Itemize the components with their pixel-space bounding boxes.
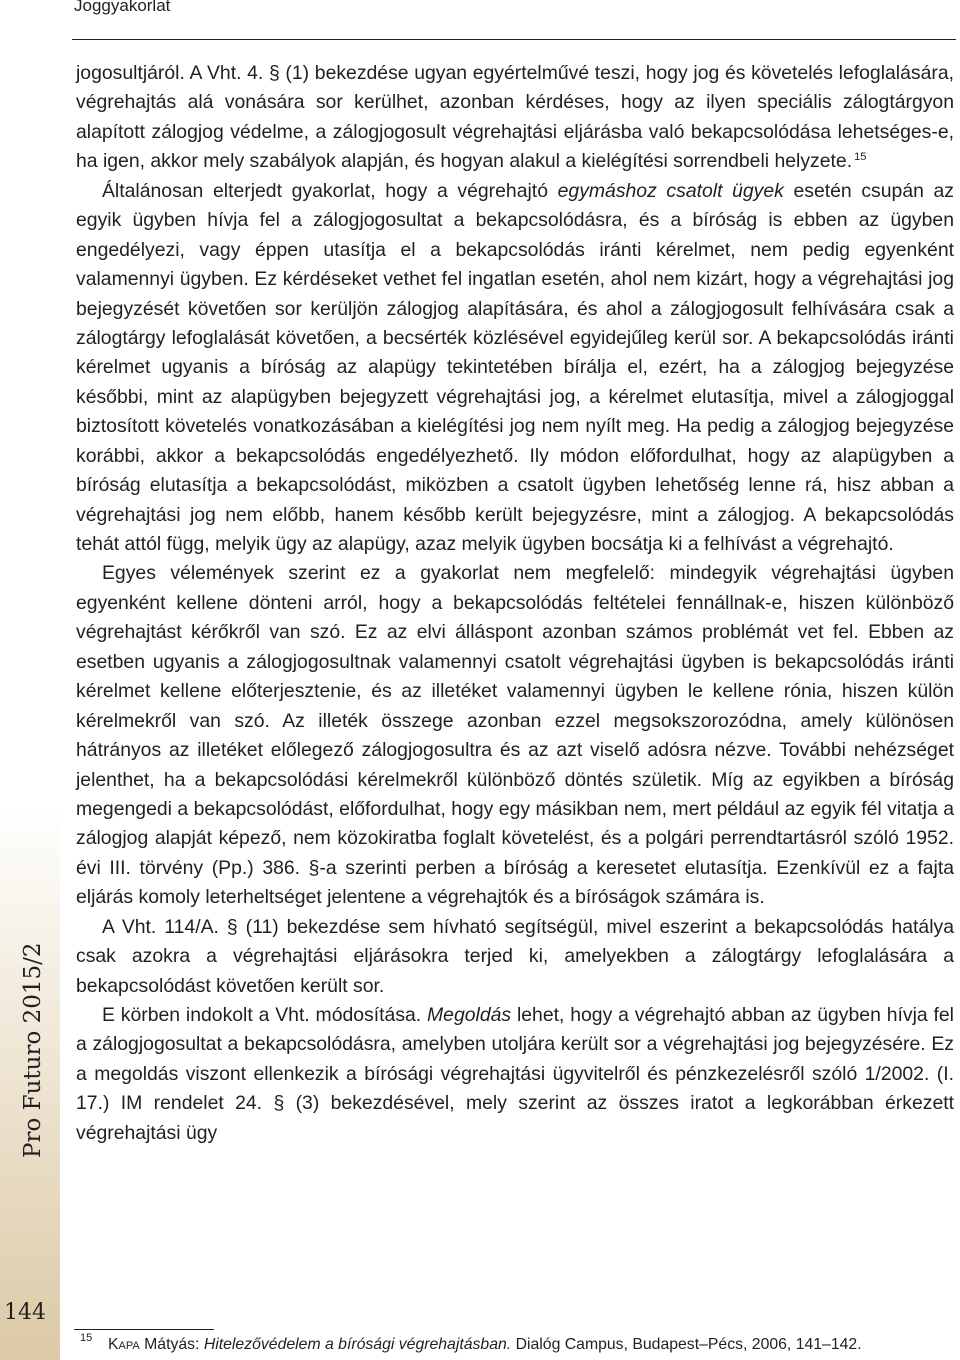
- header-rule: [72, 39, 956, 40]
- paragraph-3: Egyes vélemények szerint ez a gyakorlat nem megfelelő: mindegyik végrehajtási ügyben egyenként kellene dönteni arról, hogy a bekapcsolódás feltételei fennállnak-e, hiszen különböző végrehajtást kérőkről van szó. Ez az elvi álláspont azonban számos problémát vet fel. Ebben az esetben ugyanis a zálogjogosultnak valamennyi csatolt végrehajtási ügyben is bekapcsolódás iránti kérelmet kellene előterjesztenie, és az illetéket valamennyi ügyben le kellene rónia, hiszen külön kérelmekről van szó. Az illeték összege azonban ezzel megsokszorozódna, amely különösen hátrányos az illetéket előlegező zálogjogosultra és az azt viselő adósra nézve. További nehézséget jelenthet, ha a bekapcsolódási kérelmekről különböző döntés születik. Míg az egyikben a bíróság megengedi a bekapcsolódást, előfordulhat, hogy egy másikban nem, mert például az egyik fél vitatja a zálogjog alapját képező, nem közokiratba foglalt követelést, és a polgári perrendtartásról szóló 1952. évi III. törvény (Pp.) 386. §-a szerinti perben a bíróság a keresetet elutasítja. Ezenkívül ez a fajta eljárás komoly leterheltséget jelentene a végrehajtók és a bíróságok számára is.: [76, 562, 954, 909]
- paragraph-4: A Vht. 114/A. § (11) bekezdése sem hívható segítségül, mivel eszerint a bekapcsolódás hatálya csak azokra a végrehajtási eljárásokra terjed ki, amelyekben a zálogtárgy lefoglalására a bekapcsolódást követően került sor.: [76, 915, 954, 997]
- journal-title: Pro Futuro 2015/2: [20, 942, 46, 1158]
- footnote-rule: [74, 1329, 214, 1330]
- page-number: 144: [4, 1300, 46, 1325]
- paragraph-2: Általánosan elterjedt gyakorlat, hogy a végrehajtó egymáshoz csatolt ügyek esetén csupán az egyik ügyben hívja fel a zálogjogosultat a bekapcsolódásra, és a bíróság is ebben az ügyben engedélyezi, vagy éppen utasítja el a bekapcsolódás iránti kérelmet, nem pedig egyenként valamennyi ügyben. Ez kérdéseket vethet fel ingatlan esetén, ahol nem kizárt, hogy a végrehajtási jog bejegyzését követően sor kerüljön zálogjog alapítására, és ahol a zálogjogosult felhívására csak a zálogtárgy lefoglalását követően, a becsérték közlésével egyidejűleg kerül sor. A bekapcsolódás iránti kérelmet ugyanis a bíróság az alapügy tekintetében bírálja el, ezért, ha a zálogjog bejegyzése későbbi, mint az alapügyben bejegyzett végrehajtási jog, a kérelmet elutasítja, mivel a zálogjoggal biztosított követelés vonatkozásában a kielégítési jog nem nyílt meg. Ha pedig a zálogjog bejegyzése korábbi, akkor a bekapcsolódás engedélyezhető. Ily módon előfordulhat, hogy az alapügyben a bíróság elutasítja a bekapcsolódást, miközben a csatolt ügyben lehetőség lenne rá, hisz abban a végrehajtási jog nem előbb, hanem később került bejegyzésre, mint a zálogjog. A bekapcsolódás tehát attól függ, melyik ügy az alapügy, azaz melyik ügyben bocsátja ki a felhívást a végrehajtó.: [76, 179, 955, 555]
- section-sign: §: [308, 856, 320, 879]
- footnote-number: 15: [80, 1332, 93, 1344]
- emphasis: Megoldás: [427, 1004, 512, 1026]
- paragraph-1: jogosultjáról. A Vht. 4. § (1) bekezdése ugyan egyértelművé teszi, hogy jog és követelés lefoglalására, végrehajtás alá vonására sor kerülhet, azonban kérdéses, hogy az ilyen speciális zálogtárgyon alapított zálogjog védelme, a zálogjogosult végrehajtási eljárásba való bekapcsolódása lehetséges-e, ha igen, akkor mely szabályok alapján, és hogyan alakul a kielégítési sorrendbeli helyzete. $^{15}$: [76, 62, 955, 173]
- body-text: [76, 59, 954, 1148]
- section-sign: §: [226, 915, 238, 938]
- footnote-text: Kapa Mátyás: Hitelezővédelem a bírósági végrehajtásban. Dialóg Campus, Budapest–Pécs, 2006, 141–142.: [108, 1336, 862, 1353]
- paragraph-5: E körben indokolt a Vht. módosítása. Megoldás lehet, hogy a végrehajtó abban az ügyben hívja fel a zálogjogosultat a bekapcsolódásra, amelyben utoljára került sor a végrehajtási jog bejegyzésére. Ez a megoldás viszont ellenkezik a bírósági végrehajtási ügyvitelről és pénzkezelésről szóló 1/2002. (I. 17.) IM rendelet 24. § (3) bekezdésével, mely szerint az összes iratot a legkorábban érkezett végrehajtási ügy: [76, 1004, 954, 1144]
- emphasis: egymáshoz csatolt ügyek: [557, 179, 784, 202]
- section-sign: §: [268, 62, 280, 84]
- author-surname: Kapa: [108, 1336, 140, 1353]
- running-header: Joggyakorlat: [74, 0, 171, 15]
- footnote-reference[interactable]: 15: [854, 150, 867, 163]
- book-title: Hitelezővédelem a bírósági végrehajtásban.: [203, 1336, 512, 1353]
- section-sign: §: [273, 1092, 285, 1115]
